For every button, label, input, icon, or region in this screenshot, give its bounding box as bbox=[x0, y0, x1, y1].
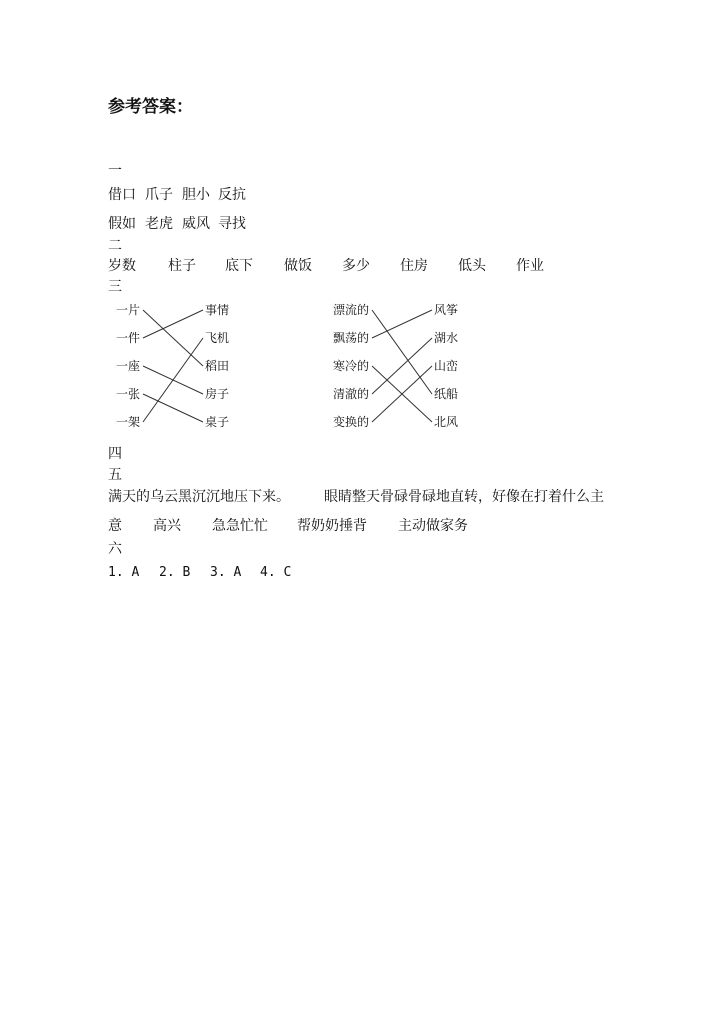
word: 住房 bbox=[400, 258, 428, 274]
match-line bbox=[143, 338, 203, 422]
word: 老虎 bbox=[145, 216, 173, 232]
match-right-item: 房子 bbox=[205, 387, 230, 401]
section-4-number: 四 bbox=[108, 446, 122, 462]
choice-answer: 2. B bbox=[159, 565, 191, 580]
match-line bbox=[372, 310, 432, 394]
section-1-number: 一 bbox=[108, 163, 122, 179]
word: 做饭 bbox=[284, 258, 312, 274]
match-left-item: 一张 bbox=[116, 387, 141, 401]
match-left-item: 一架 bbox=[116, 415, 141, 429]
answer-sentence: 满天的乌云黑沉沉地压下来。 bbox=[108, 489, 290, 505]
word: 爪子 bbox=[145, 187, 173, 203]
choice-answer: 3. A bbox=[210, 565, 242, 580]
match-right-item: 湖水 bbox=[434, 331, 459, 345]
match-right-item: 北风 bbox=[434, 415, 459, 429]
match-right-item: 山峦 bbox=[434, 359, 459, 373]
answer-word: 主动做家务 bbox=[398, 518, 468, 534]
section-2-number: 二 bbox=[108, 238, 122, 254]
answer-word: 急急忙忙 bbox=[212, 518, 268, 534]
word: 胆小 bbox=[182, 187, 210, 203]
word: 反抗 bbox=[218, 187, 246, 203]
word: 寻找 bbox=[218, 216, 246, 232]
answer-sentence: 眼睛整天骨碌骨碌地直转，好像在打着什么主 bbox=[324, 489, 604, 505]
match-left-item: 一件 bbox=[116, 331, 141, 345]
word: 柱子 bbox=[168, 258, 196, 274]
match-line bbox=[372, 310, 432, 338]
match-left-item: 漂流的 bbox=[333, 303, 370, 317]
match-left-item: 变换的 bbox=[333, 415, 370, 429]
word: 假如 bbox=[108, 216, 136, 232]
section-3-number: 三 bbox=[108, 279, 122, 295]
match-line bbox=[143, 310, 203, 338]
word: 作业 bbox=[516, 258, 544, 274]
match-left-item: 清澈的 bbox=[333, 387, 370, 401]
choice-answer: 4. C bbox=[260, 565, 292, 580]
match-left-item: 一片 bbox=[116, 303, 141, 317]
word: 岁数 bbox=[108, 258, 136, 274]
word: 威风 bbox=[182, 216, 210, 232]
match-left-item: 飘荡的 bbox=[333, 331, 370, 345]
word: 底下 bbox=[225, 258, 253, 274]
section-6-number: 六 bbox=[108, 541, 122, 557]
match-right-item: 飞机 bbox=[205, 331, 230, 345]
match-right-item: 桌子 bbox=[205, 415, 230, 429]
match-line bbox=[143, 310, 203, 366]
match-left-item: 寒冷的 bbox=[333, 359, 370, 373]
answer-word: 意 bbox=[108, 518, 122, 534]
match-right-item: 事情 bbox=[205, 303, 230, 317]
word: 借口 bbox=[108, 187, 136, 203]
section-5-number: 五 bbox=[108, 467, 122, 483]
match-right-item: 纸船 bbox=[434, 387, 459, 401]
page-title: 参考答案： bbox=[108, 97, 193, 117]
match-line bbox=[143, 394, 203, 422]
match-line bbox=[372, 338, 432, 394]
choice-answer: 1. A bbox=[108, 565, 140, 580]
word: 多少 bbox=[342, 258, 370, 274]
match-right-item: 风筝 bbox=[434, 303, 459, 317]
answer-word: 帮奶奶捶背 bbox=[297, 518, 367, 534]
answer-word: 高兴 bbox=[153, 518, 181, 534]
match-left-item: 一座 bbox=[116, 359, 141, 373]
word: 低头 bbox=[458, 258, 486, 274]
match-right-item: 稻田 bbox=[205, 359, 230, 373]
